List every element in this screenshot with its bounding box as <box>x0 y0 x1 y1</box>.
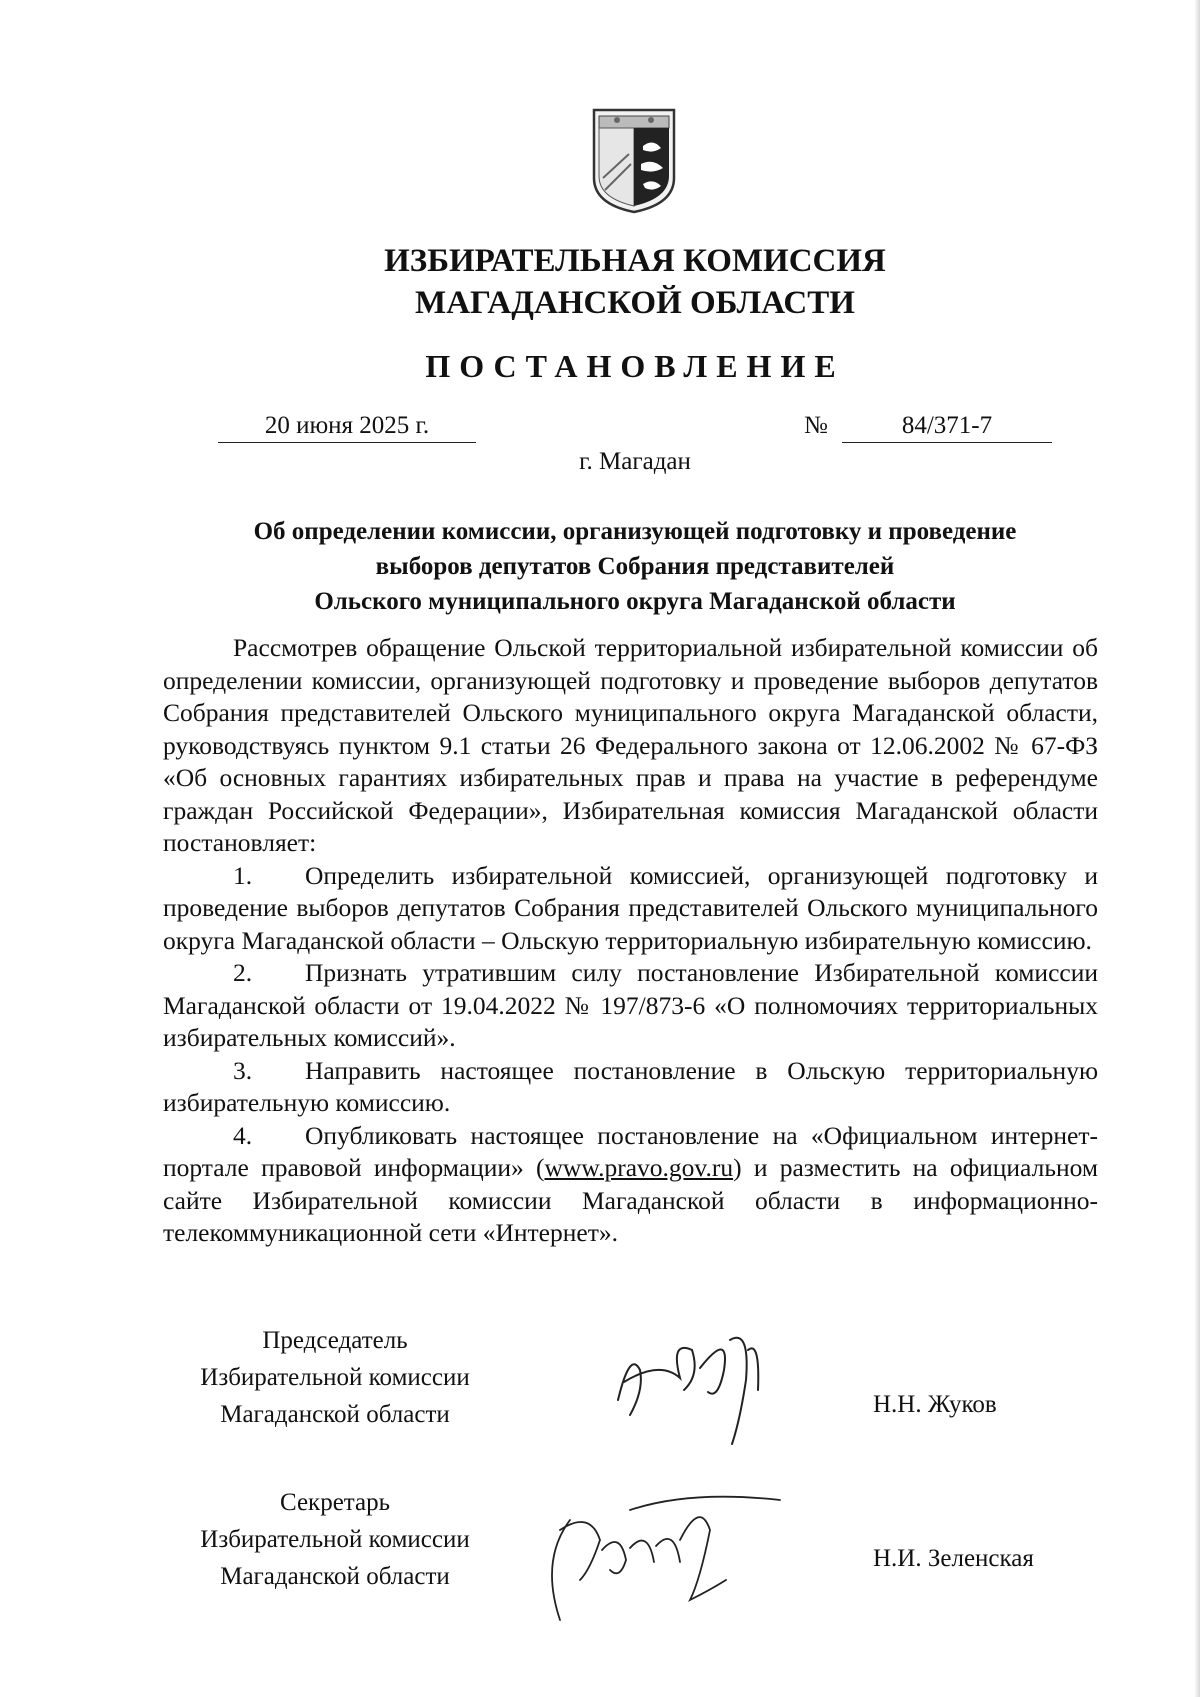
city: г. Магадан <box>579 448 691 475</box>
resolution-item-1 <box>163 860 1098 958</box>
scan-edge-shadow <box>1194 0 1200 1697</box>
organization-title <box>0 240 1200 324</box>
item-number: 4. <box>233 1120 253 1150</box>
chair-name: Н.Н. Жуков <box>873 1391 997 1418</box>
item-number: 2. <box>233 958 253 987</box>
subject-line2: выборов депутатов Собрания представителей <box>375 553 895 580</box>
chair-position: Председатель <box>262 1327 408 1354</box>
subject-line1: Об определении комиссии, организующей подготовку и проведение <box>253 518 1017 545</box>
item-text: Направить настоящее постановление в Ольскую территориальную избирательную комиссию. <box>163 1055 1098 1117</box>
secretary-signature-block <box>170 1484 500 1595</box>
item-text: Определить избирательной комиссией, организующей подготовку и проведение выборов депутатов Собрания представителей Ольского муниципального округа Магаданской области – Ольскую территориальную избирательную комиссию. <box>163 860 1098 955</box>
preamble-paragraph: Рассмотрев обращение Ольской территориальной избирательной комиссии об определении комиссии, организующей подготовку и проведение выборов депутатов Собрания представителей Ольского муниципального округа Магаданской области, руководствуясь пунктом 9.1 статьи 26 Федерального закона от 12.06.2002 № 67-ФЗ «Об основных гарантиях избирательных прав и права на участие в референдуме граждан Российской Федерации», Избирательная комиссия Магаданской области постановляет: <box>163 633 1098 857</box>
item-number: 3. <box>233 1055 253 1085</box>
org-title-line2: МАГАДАНСКОЙ ОБЛАСТИ <box>415 285 855 321</box>
chair-signature-icon <box>600 1320 780 1450</box>
chair-signature-block <box>170 1322 500 1433</box>
subject-line3: Ольского муниципального округа Магаданской области <box>314 588 956 615</box>
item-text: Признать утратившим силу постановление Избирательной комиссии Магаданской области от 19.04.2022 № 197/873-6 «О полномочиях территориальных избирательных комиссий». <box>163 958 1098 1052</box>
secretary-name: Н.И. Зеленская <box>873 1545 1034 1572</box>
coat-of-arms-icon <box>591 108 677 214</box>
number-sign: № <box>804 412 828 439</box>
document-date: 20 июня 2025 г. <box>218 410 476 443</box>
resolution-item-3 <box>163 1055 1098 1120</box>
item-text-before: Опубликовать настоящее постановление на «Официальном интернет-портале правовой информации» ( <box>163 1120 1098 1182</box>
document-number: 84/371-7 <box>842 410 1052 443</box>
resolution-item-2 <box>163 957 1098 1055</box>
secretary-position: Секретарь <box>279 1489 391 1516</box>
document-type: ПОСТАНОВЛЕНИЕ <box>425 348 845 384</box>
chair-org-line: Избирательной комиссии <box>200 1364 470 1391</box>
chair-region-line: Магаданской области <box>220 1401 450 1428</box>
document-subject <box>160 514 1110 619</box>
secretary-org-line: Избирательной комиссии <box>200 1526 470 1553</box>
org-title-line1: ИЗБИРАТЕЛЬНАЯ КОМИССИЯ <box>384 243 886 279</box>
pravo-link[interactable]: www.pravo.gov.ru <box>544 1153 734 1182</box>
resolution-item-4 <box>163 1120 1098 1250</box>
item-text-after: ) и разместить на официальном сайте Избирательной комиссии Магаданской области в информационно-телекоммуникационной сети «Интернет». <box>163 1153 1099 1247</box>
document-body <box>163 632 1098 1250</box>
secretary-signature-icon <box>530 1470 790 1630</box>
secretary-region-line: Магаданской области <box>220 1563 450 1590</box>
item-number: 1. <box>233 860 253 890</box>
